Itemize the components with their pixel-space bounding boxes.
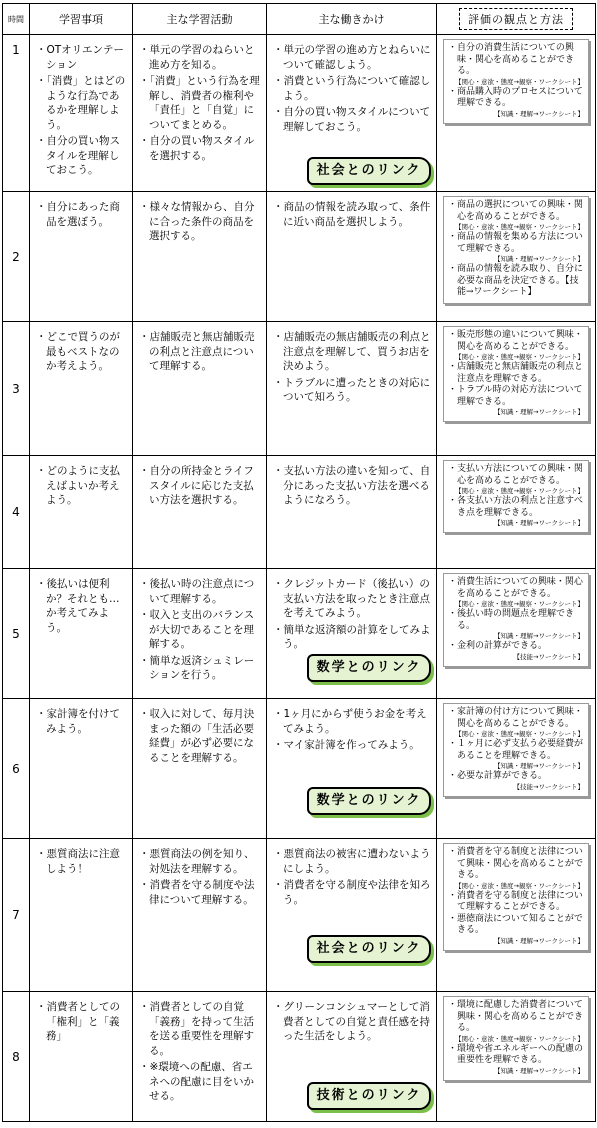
lesson-plan-table	[2, 3, 596, 1122]
activity-item: ・ 消費者としての自覚「義務」を持って生活を送る重要性を理解する。	[139, 1000, 262, 1058]
prompt-item: ・ 商品の情報を読み取って、条件に近い商品を選択しよう。	[273, 200, 432, 229]
table-row	[3, 192, 596, 322]
prompt-cell	[267, 456, 437, 569]
prompt-cell	[267, 569, 437, 699]
hour-cell: 1	[3, 35, 30, 192]
table-row	[3, 839, 596, 992]
activity-list	[133, 699, 266, 765]
evaluation-item: ・ 消費者を守る制度と法律について理解することができる。	[448, 891, 584, 914]
activity-cell	[133, 322, 267, 456]
prompt-item: ・ 消費者を守る制度や法律を知ろう。	[273, 878, 432, 907]
evaluation-item: ・ 消費者を守る制度と法律について興味・関心を高めることができる。	[448, 847, 584, 882]
table-row	[3, 35, 596, 192]
prompt-cell	[267, 992, 437, 1122]
evaluation-cell	[437, 192, 596, 322]
evaluation-method-tag: 【知識・理解→ワークシート】	[494, 1066, 584, 1075]
topic-item: ・ 「消費」とはどのような行為であるかを理解しよう。	[36, 74, 128, 132]
evaluation-box	[443, 39, 589, 124]
topic-list	[30, 839, 132, 876]
activity-list	[133, 569, 266, 683]
prompt-cell	[267, 699, 437, 839]
prompt-item: ・ 1ヶ月にからず使うお金を考えてみよう。	[273, 707, 432, 736]
prompt-item: ・ グリーンコンシュマーとして消費者としての自覚と責任感を持った生活をしよう。	[273, 1000, 432, 1044]
activity-list	[133, 322, 266, 374]
prompt-item: ・ トラブルに遭ったときの対応について知ろう。	[273, 376, 432, 405]
prompt-item: ・ 店舗販売の無店舗販売の利点と注意点を理解して、買うお店を決めよう。	[273, 330, 432, 374]
evaluation-item: ・ 消費生活についての興味・関心を高めることができる。	[448, 577, 584, 600]
evaluation-box	[443, 573, 589, 667]
activity-item: ・ 単元の学習のねらいと進め方を知る。	[139, 43, 262, 72]
table-body	[3, 35, 596, 1122]
evaluation-item: ・ 必要な計算ができる。	[448, 771, 584, 783]
table-header-row	[3, 4, 596, 35]
topic-cell	[30, 839, 133, 992]
hour-cell: 7	[3, 839, 30, 992]
evaluation-method-tag: 【関心・意欲・態度→観察・ワークシート】	[455, 77, 584, 86]
topic-list	[30, 992, 132, 1044]
table-row	[3, 456, 596, 569]
evaluation-item: ・ 商品の選択についての興味・関心を高めることができる。	[448, 200, 584, 223]
topic-list	[30, 322, 132, 374]
activity-item: ・ 後払い時の注意点について理解する。	[139, 577, 262, 606]
evaluation-method-tag: 【知識・理解→ワークシート】	[494, 255, 584, 263]
topic-cell	[30, 456, 133, 569]
evaluation-item: ・ 店舗販売と無店舗販売の利点と注意点を理解できる。	[448, 362, 584, 385]
evaluation-cell	[437, 35, 596, 192]
evaluation-cell	[437, 322, 596, 456]
evaluation-method-tag: 【関心・意欲・態度→観察・ワークシート】	[455, 1034, 584, 1043]
evaluation-method-tag: 【知識・理解→ワークシート】	[494, 408, 584, 416]
evaluation-box	[443, 460, 589, 533]
topic-list	[30, 699, 132, 736]
evaluation-cell	[437, 992, 596, 1122]
hour-cell: 8	[3, 992, 30, 1122]
evaluation-item: ・ 悪徳商法について知ることができる。	[448, 914, 584, 937]
activity-list	[133, 992, 266, 1104]
lesson-plan-table-wrapper	[2, 3, 595, 1124]
topic-item: ・ 自分にあった商品を選ぼう。	[36, 200, 128, 229]
hour-cell: 5	[3, 569, 30, 699]
table-row	[3, 992, 596, 1122]
evaluation-item: ・ 環境や省エネルギーへの配慮の重要性を理解できる。	[448, 1044, 584, 1067]
topic-item: ・ どのように支払えばよいか考えよう。	[36, 464, 128, 508]
activity-cell	[133, 992, 267, 1122]
evaluation-method-tag: 【技能→ワークシート】	[513, 652, 584, 661]
evaluation-method-tag: 【知識・理解→ワークシート】	[494, 632, 584, 640]
evaluation-cell	[437, 699, 596, 839]
evaluation-cell	[437, 456, 596, 569]
subject-link-badge: 数学とのリンク	[307, 654, 431, 682]
activity-list	[133, 192, 266, 244]
topic-item: ・ OTオリエンテーション	[36, 43, 128, 72]
evaluation-method-tag: 【関心・意欲・態度→観察・ワークシート】	[455, 730, 584, 738]
topic-item: ・ 消費者としての「権利」と「義務」	[36, 1000, 128, 1044]
evaluation-cell	[437, 839, 596, 992]
prompt-cell	[267, 192, 437, 322]
topic-list	[30, 192, 132, 229]
evaluation-item: ・ 金利の計算ができる。	[448, 641, 584, 653]
evaluation-item: ・ 支払い方法についての興味・関心を高めることができる。	[448, 464, 584, 487]
prompt-list	[267, 699, 436, 753]
prompt-list	[267, 992, 436, 1044]
topic-item: ・ 家計簿を付けてみよう。	[36, 707, 128, 736]
evaluation-method-tag: 【知識・理解→ワークシート】	[494, 519, 584, 527]
prompt-list	[267, 839, 436, 907]
activity-item: ・ 悪質商法の例を知り、対処法を理解する。	[139, 847, 262, 876]
prompt-item: ・ 自分の買い物スタイルについて理解しておこう。	[273, 105, 432, 134]
topic-list	[30, 569, 132, 635]
header-evaluation: 評価の観点と方法	[459, 8, 573, 30]
evaluation-box	[443, 843, 589, 951]
table-row	[3, 699, 596, 839]
topic-cell	[30, 569, 133, 699]
prompt-item: ・ 悪質商法の被害に遭わないようにしよう。	[273, 847, 432, 876]
evaluation-item: ・ 各支払い方法の利点と注意すべき点を理解できる。	[448, 496, 584, 519]
subject-link-badge: 数学とのリンク	[307, 787, 431, 815]
activity-item: ・ 店舗販売と無店舗販売の利点と注意点について理解する。	[139, 330, 262, 374]
prompt-item: ・ 単元の学習の進め方とねらいについて確認しよう。	[273, 43, 432, 72]
prompt-cell	[267, 839, 437, 992]
activity-cell	[133, 699, 267, 839]
activity-cell	[133, 569, 267, 699]
prompt-cell	[267, 35, 437, 192]
evaluation-item: ・ 商品購入時のプロセスについて理解できる。	[448, 87, 584, 110]
prompt-list	[267, 35, 436, 134]
evaluation-item: ・ 自分の消費生活についての興味・関心を高めることができる。	[448, 43, 584, 78]
evaluation-box	[443, 326, 589, 422]
header-hour: 時間	[3, 4, 30, 35]
evaluation-method-tag: 【知識・理解→ワークシート】	[494, 762, 584, 770]
activity-cell	[133, 456, 267, 569]
hour-cell: 3	[3, 322, 30, 456]
subject-link-badge: 技術とのリンク	[307, 1082, 431, 1110]
evaluation-method-tag: 【技能→ワークシート】	[513, 782, 584, 791]
activity-list	[133, 839, 266, 907]
table-row	[3, 322, 596, 456]
prompt-item: ・ 簡単な返済額の計算をしてみよう。	[273, 623, 432, 652]
evaluation-cell	[437, 569, 596, 699]
activity-item: ・ 自分の所持金とライフスタイルに応じた支払い方法を選択する。	[139, 464, 262, 508]
activity-list	[133, 35, 266, 163]
prompt-cell	[267, 322, 437, 456]
prompt-list	[267, 456, 436, 508]
prompt-list	[267, 569, 436, 652]
activity-cell	[133, 839, 267, 992]
hour-cell: 4	[3, 456, 30, 569]
table-row	[3, 569, 596, 699]
topic-item: ・ 自分の買い物スタイルを理解しておこう。	[36, 134, 128, 178]
evaluation-item: ・ 商品の情報を読み取り、自分に必要な商品を決定できる。【技能→ワークシート】	[448, 264, 584, 299]
evaluation-method-tag: 【関心・意欲・態度→観察・ワークシート】	[455, 600, 584, 608]
topic-cell	[30, 992, 133, 1122]
prompt-list	[267, 322, 436, 405]
activity-item: ・ ※環境への配慮、省エネへの配慮に目をいかせる。	[139, 1060, 262, 1104]
subject-link-badge: 社会とのリンク	[307, 157, 431, 185]
evaluation-method-tag: 【知識・理解→ワークシート】	[494, 936, 584, 945]
evaluation-item: ・ 環境に配慮した消費者について興味・関心を高めることができる。	[448, 1000, 584, 1035]
activity-cell	[133, 192, 267, 322]
topic-list	[30, 35, 132, 178]
evaluation-item: ・ トラブル時の対応方法について理解できる。	[448, 385, 584, 408]
evaluation-item: ・ 販売形態の違いについて興味・関心を高めることができる。	[448, 330, 584, 353]
evaluation-method-tag: 【関心・意欲・態度→観察・ワークシート】	[455, 223, 584, 231]
topic-cell	[30, 699, 133, 839]
topic-item: ・ 悪質商法に注意しよう！	[36, 847, 128, 876]
activity-item: ・ 自分の買い物スタイルを選択する。	[139, 134, 262, 163]
evaluation-item: ・ 商品の情報を集める方法について理解できる。	[448, 232, 584, 255]
activity-item: ・ 簡単な返済シュミレーションを行う。	[139, 654, 262, 683]
header-topic: 学習事項	[30, 4, 133, 35]
prompt-item: ・ マイ家計簿を作ってみよう。	[273, 738, 432, 753]
topic-cell	[30, 35, 133, 192]
header-prompt: 主な働きかけ	[267, 4, 437, 35]
activity-item: ・ 収入と支出のバランスが大切であることを理解する。	[139, 608, 262, 652]
topic-cell	[30, 322, 133, 456]
evaluation-box	[443, 196, 589, 304]
activity-cell	[133, 35, 267, 192]
header-activity: 主な学習活動	[133, 4, 267, 35]
topic-cell	[30, 192, 133, 322]
evaluation-box	[443, 703, 589, 797]
evaluation-method-tag: 【関心・意欲・態度→観察・ワークシート】	[455, 487, 584, 495]
hour-cell: 2	[3, 192, 30, 322]
evaluation-method-tag: 【関心・意欲・態度→観察・ワークシート】	[455, 353, 584, 361]
subject-link-badge: 社会とのリンク	[307, 935, 431, 963]
prompt-list	[267, 192, 436, 229]
evaluation-item: ・ 家計簿の付け方について興味・関心を高めることができる。	[448, 707, 584, 730]
evaluation-method-tag: 【知識・理解→ワークシート】	[494, 109, 584, 118]
evaluation-method-tag: 【関心・意欲・態度→観察・ワークシート】	[455, 881, 584, 890]
activity-item: ・ 様々な情報から、自分に合った条件の商品を選択する。	[139, 200, 262, 244]
hour-cell: 6	[3, 699, 30, 839]
activity-list	[133, 456, 266, 508]
activity-item: ・ 「消費」という行為を理解し、消費者の権利や「責任」と「自覚」についてまとめる。	[139, 74, 262, 132]
prompt-item: ・ クレジットカード（後払い）の支払い方法を取ったとき注意点を考えてみよう。	[273, 577, 432, 621]
topic-item: ・ どこで買うのが最もベストなのか考えよう。	[36, 330, 128, 374]
evaluation-box	[443, 996, 589, 1081]
topic-item: ・ 後払いは便利か？それとも…か考えてみよう。	[36, 577, 128, 635]
activity-item: ・ 消費者を守る制度や法律について理解する。	[139, 878, 262, 907]
header-evaluation-cell	[437, 4, 596, 35]
activity-item: ・ 収入に対して、毎月決まった額の「生活必要経費」が必ず必要になることを理解する。	[139, 707, 262, 765]
prompt-item: ・ 支払い方法の違いを知って、自分にあった支払い方法を選べるようになろう。	[273, 464, 432, 508]
evaluation-item: ・ 後払い時の問題点を理解できる。	[448, 609, 584, 632]
evaluation-item: ・ １ヶ月に必ず支払う必要経費があることを理解できる。	[448, 739, 584, 762]
prompt-item: ・ 消費という行為について確認しよう。	[273, 74, 432, 103]
topic-list	[30, 456, 132, 508]
